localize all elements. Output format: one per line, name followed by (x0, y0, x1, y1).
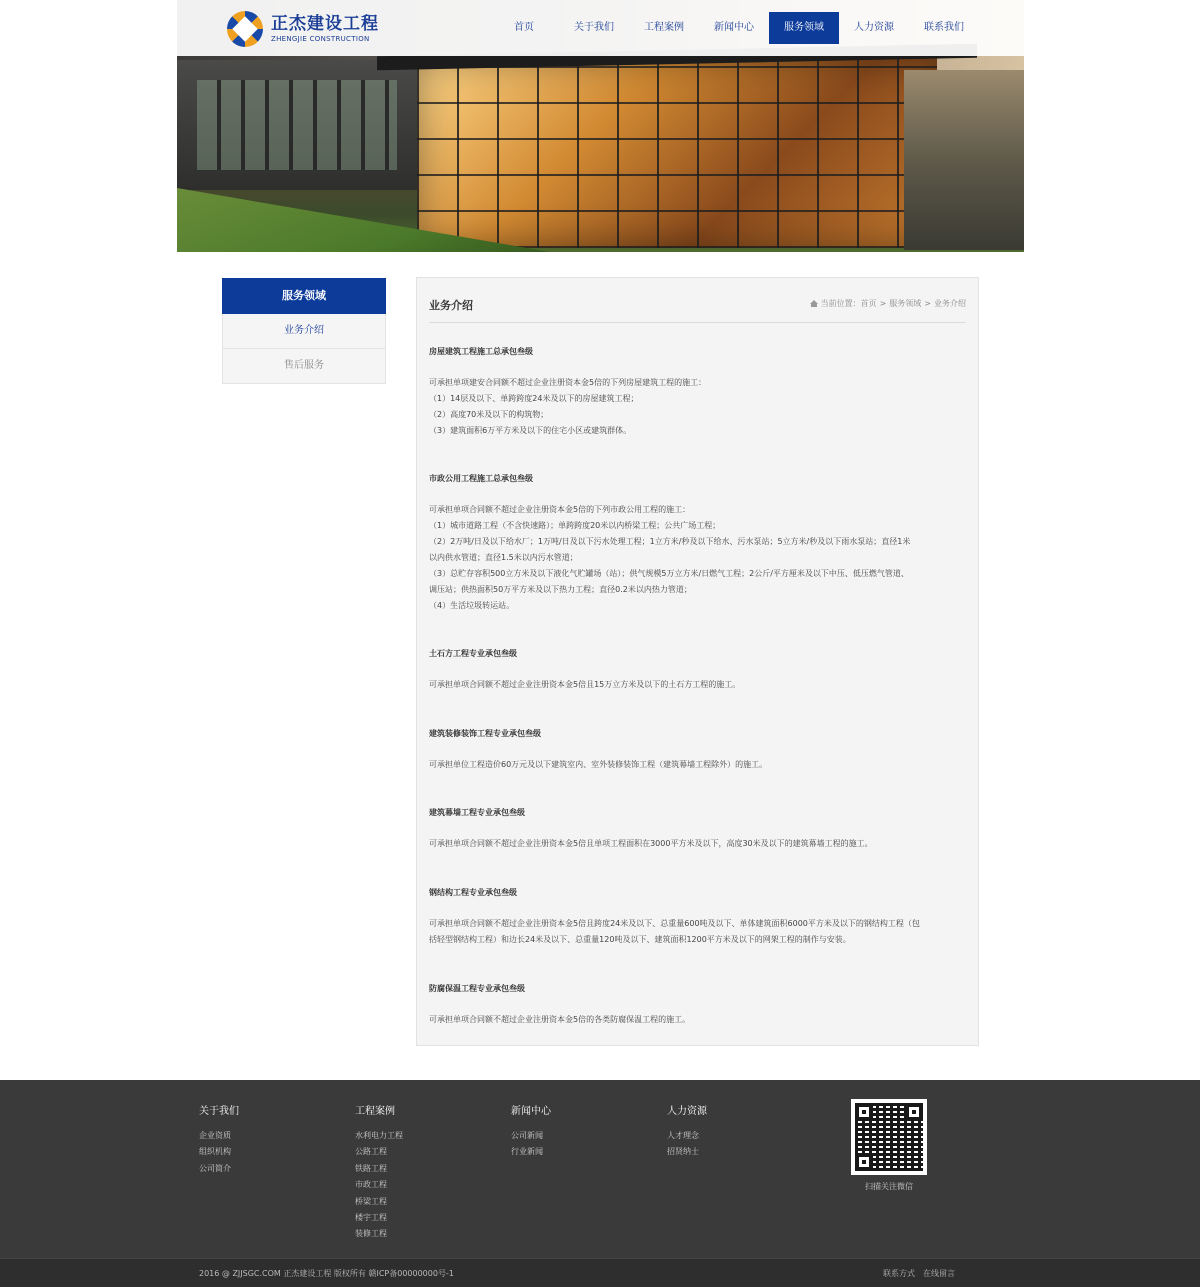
section-line: 可承担单项建安合同额不超过企业注册资本金5倍的下列房屋建筑工程的施工： (429, 378, 707, 387)
sidebar-item-business[interactable]: 业务介绍 (222, 314, 386, 349)
nav-item-hr[interactable]: 人力资源 (854, 22, 894, 33)
copyright: 2016 @ ZJJSGC.COM 正杰建设工程 版权所有 赣ICP备00000000号-1 (199, 1269, 454, 1278)
footer-column-hr (667, 1102, 707, 1161)
section-line: 可承担单项合同额不超过企业注册资本金5倍且单项工程面积在3000平方米及以下，高度30米及以下的建筑幕墙工程的施工。 (429, 839, 873, 848)
footer-column-news (511, 1102, 551, 1161)
footer-link[interactable]: 公路工程 (355, 1147, 387, 1157)
section-line: 调压站；供热面积50万平方米及以下热力工程；直径0.2米以内热力管道； (429, 585, 692, 594)
footer-column-title[interactable]: 关于我们 (199, 1106, 239, 1117)
section-line: （1）14层及以下、单跨跨度24米及以下的房屋建筑工程； (429, 394, 639, 403)
section-title: 钢结构工程专业承包叁级 (429, 888, 517, 897)
nav-item-cases[interactable]: 工程案例 (644, 22, 684, 33)
section-line: （2）高度70米及以下的构筑物； (429, 410, 549, 419)
footer-link[interactable]: 招贤纳士 (667, 1147, 699, 1157)
content-panel (416, 277, 979, 1046)
nav-item-news[interactable]: 新闻中心 (714, 22, 754, 33)
breadcrumb-current[interactable]: 业务介绍 (934, 299, 966, 308)
footer-link[interactable]: 桥梁工程 (355, 1196, 387, 1206)
qr-code-icon (851, 1099, 927, 1175)
sidebar-title: 服务领域 (222, 278, 386, 314)
top-navbar (177, 0, 1024, 56)
section-title: 建筑幕墙工程专业承包叁级 (429, 808, 525, 817)
footer-column-title[interactable]: 工程案例 (355, 1106, 395, 1117)
footer-link[interactable]: 楼宇工程 (355, 1212, 387, 1222)
hero-left-building (177, 60, 427, 190)
logo[interactable] (225, 8, 385, 50)
footer-link[interactable]: 企业资质 (199, 1131, 231, 1140)
logo-name-en: ZHENGJIE CONSTRUCTION (271, 34, 370, 43)
footer-column-title[interactable]: 人力资源 (667, 1106, 707, 1117)
breadcrumb-prefix: 当前位置： (820, 299, 861, 308)
main-nav (489, 12, 979, 44)
breadcrumb-separator: > (879, 299, 887, 308)
section-line: （4）生活垃圾转运站。 (429, 601, 515, 610)
content-header (429, 278, 966, 323)
footer-column-cases (355, 1102, 403, 1243)
sidebar (222, 278, 386, 384)
section-title: 土石方工程专业承包叁级 (429, 649, 517, 658)
breadcrumb-services[interactable]: 服务领域 (889, 299, 922, 308)
footer-link[interactable]: 装修工程 (355, 1229, 387, 1239)
section-line: （1）城市道路工程（不含快速路）；单跨跨度20米以内桥梁工程；公共广场工程； (429, 521, 721, 530)
section-line: （2）2万吨/日及以下给水厂；1万吨/日及以下污水处理工程；1立方米/秒及以下给水、污水泵站；5立方米/秒及以下雨水泵站；直径1米 (429, 537, 911, 546)
breadcrumb (810, 298, 966, 309)
section-line: 可承担单项合同额不超过企业注册资本金5倍且跨度24米及以下、总重量600吨及以下、单体建筑面积6000平方米及以下的钢结构工程（包 (429, 919, 920, 928)
section-line: 可承担单项合同额不超过企业注册资本金5倍的各类防腐保温工程的施工。 (429, 1015, 691, 1024)
footer-link[interactable]: 水利电力工程 (355, 1131, 403, 1140)
nav-item-services[interactable]: 服务领域 (769, 12, 839, 44)
nav-item-contact[interactable]: 联系我们 (924, 22, 964, 33)
footer-column-title[interactable]: 新闻中心 (511, 1106, 551, 1117)
contact-link[interactable]: 联系方式 (883, 1269, 915, 1278)
page-title: 业务介绍 (429, 299, 473, 312)
nav-item-home[interactable]: 首页 (514, 22, 534, 33)
hero-glass-grid (417, 58, 937, 248)
footer-link[interactable]: 人才理念 (667, 1131, 699, 1140)
breadcrumb-separator: > (924, 299, 931, 308)
section-line: 可承担单项合同额不超过企业注册资本金5倍且15万立方米及以下的土石方工程的施工。 (429, 680, 741, 689)
home-icon (810, 300, 818, 307)
section-line: （3）总贮存容积500立方米及以下液化气贮罐场（站）；供气规模5万立方米/日燃气工程；2公斤/平方厘米及以下中压、低压燃气管道、 (429, 569, 909, 578)
section-line: 以内供水管道；直径1.5米以内污水管道； (429, 553, 578, 562)
section-title: 建筑装修装饰工程专业承包叁级 (429, 729, 541, 738)
footer-column-about (199, 1102, 239, 1177)
footer-bottom-links (883, 1268, 955, 1279)
footer-link[interactable]: 组织机构 (199, 1147, 231, 1157)
section-line: 可承担单位工程造价60万元及以下建筑室内、室外装修装饰工程（建筑幕墙工程除外）的施工。 (429, 760, 768, 769)
section-title: 防腐保温工程专业承包叁级 (429, 984, 525, 993)
section-title: 市政公用工程施工总承包叁级 (429, 474, 533, 483)
sidebar-item-after-sales[interactable]: 售后服务 (222, 349, 386, 384)
breadcrumb-home[interactable]: 首页 (860, 299, 877, 308)
qr-caption: 扫描关注微信 (865, 1182, 913, 1191)
footer (0, 1080, 1200, 1287)
hero-city (904, 70, 1024, 250)
section-line: 括轻型钢结构工程）和边长24米及以下、总重量120吨及以下、建筑面积1200平方米及以下的网架工程的制作与安装。 (429, 935, 851, 944)
section-title: 房屋建筑工程施工总承包叁级 (429, 347, 533, 356)
footer-link[interactable]: 行业新闻 (511, 1147, 543, 1157)
footer-bottom-bar (0, 1258, 1200, 1287)
section-line: 可承担单项合同额不超过企业注册资本金5倍的下列市政公用工程的施工： (429, 505, 691, 514)
section-line: （3）建筑面积6万平方米及以下的住宅小区或建筑群体。 (429, 426, 632, 435)
footer-link[interactable]: 市政工程 (355, 1180, 387, 1190)
logo-icon (225, 9, 265, 49)
footer-link[interactable]: 公司简介 (199, 1163, 231, 1173)
footer-link[interactable]: 铁路工程 (355, 1163, 387, 1173)
nav-item-about[interactable]: 关于我们 (574, 22, 614, 33)
logo-name-cn: 正杰建设工程 (271, 13, 379, 34)
message-link[interactable]: 在线留言 (923, 1269, 955, 1278)
footer-link[interactable]: 公司新闻 (511, 1131, 543, 1140)
